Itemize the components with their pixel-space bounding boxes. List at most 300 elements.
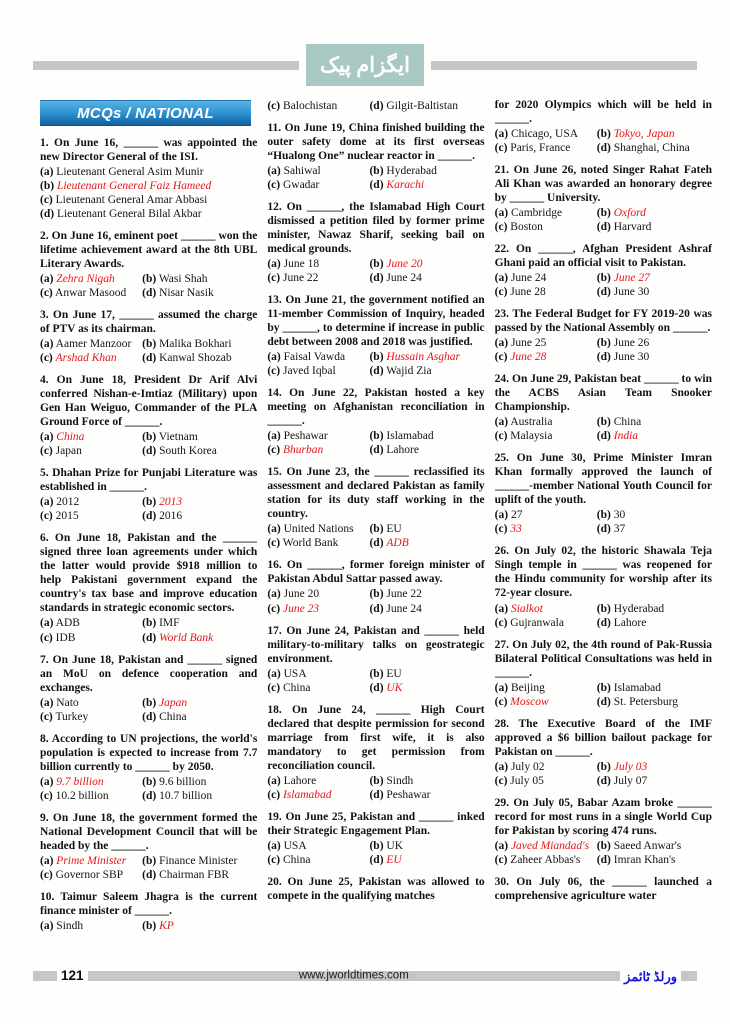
option xyxy=(369,364,484,378)
option xyxy=(267,774,369,788)
option-text: 33 xyxy=(510,523,522,536)
question-stem: 1. On June 16, ______ was appointed the new Director General of the ISI. xyxy=(40,137,258,164)
option xyxy=(267,429,369,443)
option-label: (b) xyxy=(369,165,384,178)
option-text: Harvard xyxy=(613,221,652,234)
option-text: Javed Miandad's xyxy=(510,839,590,852)
question-stem: 20. On June 25, Pakistan was allowed to compete in the qualifying matches xyxy=(267,875,485,902)
question-stem: 19. On June 25, Pakistan and ______ inked their Strategic Engagement Plan. xyxy=(267,810,485,837)
option xyxy=(597,681,712,695)
option xyxy=(495,127,597,141)
option-text: KP xyxy=(159,919,174,932)
option xyxy=(267,364,369,378)
option-label: (c) xyxy=(267,681,281,694)
question-block xyxy=(40,136,257,221)
option-text: Zaheer Abbas's xyxy=(510,853,581,866)
option-text: Moscow xyxy=(510,695,549,708)
question-block xyxy=(495,242,712,299)
option xyxy=(597,695,712,709)
banner-rule-right xyxy=(431,61,697,70)
question-block xyxy=(495,717,712,788)
option xyxy=(267,681,369,695)
question-stem: 9. On June 18, the government formed the National Development Council that will be headed by the ______. xyxy=(40,811,258,852)
question-block xyxy=(495,98,712,155)
option-text: June 24 xyxy=(386,272,422,285)
option-label: (d) xyxy=(369,179,384,192)
option-label: (c) xyxy=(494,695,508,708)
option-text: Cambridge xyxy=(510,207,563,220)
option-text: June 23 xyxy=(282,602,320,615)
option-answer xyxy=(142,919,257,933)
option-answer xyxy=(495,602,597,616)
option-label: (d) xyxy=(369,272,384,285)
option-answer xyxy=(369,536,484,550)
option-label: (b) xyxy=(142,696,157,709)
option xyxy=(142,509,257,523)
option-label: (d) xyxy=(596,616,611,629)
option-label: (a) xyxy=(494,839,509,852)
question-block xyxy=(267,558,484,615)
option xyxy=(369,667,484,681)
question-block xyxy=(267,121,484,192)
option-label: (b) xyxy=(369,774,384,787)
question-stem: 17. On June 24, Pakistan and ______ held military-to-military talks on geostrategic environment. xyxy=(267,624,485,665)
option-label: (a) xyxy=(40,496,54,509)
question-block xyxy=(40,890,257,933)
option xyxy=(40,165,257,179)
option-text: June 24 xyxy=(386,602,422,615)
option-text: Malaysia xyxy=(510,430,553,443)
option xyxy=(40,631,142,645)
question-block xyxy=(267,875,484,903)
column-3 xyxy=(495,98,712,964)
page-footer xyxy=(33,969,697,983)
option-label: (a) xyxy=(40,617,54,630)
option xyxy=(142,868,257,882)
option-text: Peshawar xyxy=(386,788,431,801)
option-text: June 30 xyxy=(613,351,650,364)
option-label: (a) xyxy=(494,337,509,350)
option-answer xyxy=(495,522,597,536)
option-text: Sindh xyxy=(56,919,84,932)
option-label: (a) xyxy=(494,272,509,285)
option xyxy=(597,285,712,299)
option-text: June 28 xyxy=(510,286,546,299)
option-label: (b) xyxy=(369,588,384,601)
option-label: (c) xyxy=(494,774,508,787)
option-label: (b) xyxy=(369,258,384,271)
option-text: Karachi xyxy=(386,179,425,192)
question-stem: 27. On July 02, the 4th round of Pak-Russia Bilateral Political Consultations was held in ______. xyxy=(494,638,712,679)
option xyxy=(597,774,712,788)
option-text: China xyxy=(282,681,311,694)
option-answer xyxy=(40,430,142,444)
option-text: 27 xyxy=(510,509,523,522)
question-stem: 5. Dhahan Prize for Punjabi Literature was established in ______. xyxy=(40,467,258,494)
option-text: Nisar Nasik xyxy=(159,287,214,300)
option-label: (b) xyxy=(142,617,157,630)
option-text: 37 xyxy=(613,523,626,536)
option-text: 2015 xyxy=(55,510,79,523)
question-stem: 26. On July 02, the historic Shawala Teja Singh temple in ______ was reopened for the Hindu community for worship after its 72-year closure. xyxy=(494,545,712,600)
option-text: EU xyxy=(386,523,402,536)
option-text: Lieutenant General Bilal Akbar xyxy=(56,208,202,221)
option-label: (b) xyxy=(596,416,611,429)
option xyxy=(40,495,142,509)
option xyxy=(142,272,257,286)
option-label: (a) xyxy=(267,430,281,443)
question-block xyxy=(495,796,712,867)
option-text: Chairman FBR xyxy=(159,868,230,881)
options-grid xyxy=(495,206,712,234)
option xyxy=(369,774,484,788)
option-label: (b) xyxy=(142,854,157,867)
option-text: USA xyxy=(283,839,307,852)
option-label: (d) xyxy=(596,430,611,443)
option-text: UK xyxy=(386,839,404,852)
section-header-label: MCQs / NATIONAL xyxy=(77,104,214,122)
option-label: (c) xyxy=(267,365,281,378)
option-label: (a) xyxy=(40,854,54,867)
option-label: (c) xyxy=(267,537,281,550)
option-label: (a) xyxy=(494,509,509,522)
option-label: (a) xyxy=(40,431,54,444)
option xyxy=(495,285,597,299)
question-stem: 11. On June 19, China finished building the outer safety dome at its first overseas “Hualong One” nuclear reactor in ______. xyxy=(267,122,485,163)
option-answer xyxy=(267,788,369,802)
option-text: June 22 xyxy=(282,272,319,285)
options-grid xyxy=(40,495,257,523)
option xyxy=(40,616,142,630)
question-block xyxy=(495,307,712,364)
option-label: (a) xyxy=(40,273,54,286)
option-label: (c) xyxy=(267,602,281,615)
options-grid xyxy=(267,164,484,192)
option xyxy=(597,336,712,350)
option xyxy=(40,193,257,207)
question-block xyxy=(495,638,712,709)
question-block xyxy=(40,466,257,523)
option-label: (d) xyxy=(596,221,611,234)
option-label: (d) xyxy=(596,142,611,155)
option xyxy=(369,522,484,536)
option-label: (c) xyxy=(494,286,508,299)
option-text: 2016 xyxy=(159,510,183,523)
question-block xyxy=(40,811,257,882)
option xyxy=(369,271,484,285)
option-label: (b) xyxy=(142,431,157,444)
option-answer xyxy=(495,695,597,709)
option-answer xyxy=(40,775,142,789)
option-label: (d) xyxy=(596,774,611,787)
option-text: IDB xyxy=(55,631,76,644)
option-label: (b) xyxy=(596,681,611,694)
option-text: 9.6 billion xyxy=(159,775,207,788)
options-continuation xyxy=(267,99,484,113)
option-text: India xyxy=(613,430,639,443)
option-label: (c) xyxy=(40,194,53,207)
option-answer xyxy=(142,495,257,509)
option-label: (b) xyxy=(142,496,157,509)
option-label: (d) xyxy=(142,789,157,802)
question-columns xyxy=(40,98,712,964)
option-label: (d) xyxy=(596,523,611,536)
option-label: (c) xyxy=(494,430,508,443)
question-stem: 16. On ______, former foreign minister of Pakistan Abdul Sattar passed away. xyxy=(267,559,485,586)
question-stem: 4. On June 18, President Dr Arif Alvi conferred Nishan-e-Imtiaz (Military) upon Gen Han Weiguo, Commander of the PLA Ground Force of ______. xyxy=(40,374,258,429)
option-text: Beijing xyxy=(510,681,545,694)
option xyxy=(369,443,484,457)
option-text: July 05 xyxy=(510,774,544,787)
option-label: (c) xyxy=(40,631,53,644)
option-answer xyxy=(495,350,597,364)
option xyxy=(495,853,597,867)
option-label: (d) xyxy=(369,853,384,866)
options-grid xyxy=(40,775,257,803)
option-label: (a) xyxy=(40,919,54,932)
options-grid xyxy=(495,681,712,709)
option xyxy=(495,415,597,429)
option-label: (b) xyxy=(369,523,384,536)
option-label: (d) xyxy=(142,710,157,723)
option xyxy=(142,616,257,630)
options-grid xyxy=(267,522,484,550)
option-label: (a) xyxy=(40,696,54,709)
option-text: Hyderabad xyxy=(613,602,665,615)
option-label: (c) xyxy=(40,789,53,802)
question-block xyxy=(495,875,712,903)
option xyxy=(267,178,369,192)
option-label: (d) xyxy=(369,100,384,112)
question-stem: 15. On June 23, the ______ reclassified its assessment and declared Pakistan as family station for its duty staff working in the country. xyxy=(267,466,485,521)
option-answer xyxy=(267,443,369,457)
option-label: (c) xyxy=(40,510,53,523)
option-label: (d) xyxy=(369,681,384,694)
option-label: (b) xyxy=(596,128,611,141)
option-text: 2012 xyxy=(56,496,80,509)
option xyxy=(495,681,597,695)
question-block xyxy=(495,163,712,234)
option-label: (b) xyxy=(596,839,611,852)
option-text: 10.7 billion xyxy=(159,789,213,802)
option xyxy=(267,587,369,601)
option-label: (d) xyxy=(596,286,611,299)
option-text: Paris, France xyxy=(510,142,571,155)
option xyxy=(495,429,597,443)
option-label: (d) xyxy=(369,788,384,801)
option-label: (d) xyxy=(369,444,384,457)
option-text: Bhurban xyxy=(282,444,324,457)
option-answer xyxy=(369,350,484,364)
option-label: (a) xyxy=(494,681,509,694)
option-text: June 25 xyxy=(510,337,547,350)
option-label: (c) xyxy=(267,179,281,192)
option-text: World Bank xyxy=(159,631,214,644)
option-label: (c) xyxy=(494,523,508,536)
option-label: (d) xyxy=(142,352,157,365)
option-label: (d) xyxy=(142,631,157,644)
option-answer xyxy=(142,696,257,710)
option-text: United Nations xyxy=(283,523,354,536)
option-text: Imran Khan's xyxy=(613,853,676,866)
question-block xyxy=(267,703,484,802)
question-stem: 12. On ______, the Islamabad High Court dismissed a petition filed by former prime minister, Nawaz Sharif, seeking bail on medical grounds. xyxy=(267,201,485,256)
question-block xyxy=(40,531,257,644)
option-answer xyxy=(40,272,142,286)
option-text: 2013 xyxy=(159,496,183,509)
option xyxy=(267,522,369,536)
option xyxy=(142,351,257,365)
option-label: (b) xyxy=(142,775,157,788)
options-grid xyxy=(495,508,712,536)
option-text: UK xyxy=(386,681,403,694)
option-label: (b) xyxy=(142,919,157,932)
option-text: Javed Iqbal xyxy=(282,365,336,378)
option xyxy=(142,775,257,789)
option xyxy=(267,99,369,113)
option xyxy=(597,853,712,867)
option xyxy=(40,919,142,933)
option-text: June 28 xyxy=(510,351,547,364)
option-text: Finance Minister xyxy=(159,854,238,867)
question-block xyxy=(40,653,257,724)
option-answer xyxy=(597,271,712,285)
option-text: South Korea xyxy=(159,445,217,458)
option-label: (d) xyxy=(369,537,384,550)
option xyxy=(267,667,369,681)
page-number: 121 xyxy=(61,968,84,984)
option-label: (d) xyxy=(369,602,384,615)
option-text: Sahiwal xyxy=(283,165,321,178)
options-grid xyxy=(495,336,712,364)
option xyxy=(495,336,597,350)
footer-rule-right xyxy=(681,971,697,981)
option-text: China xyxy=(56,431,85,444)
question-stem: 23. The Federal Budget for FY 2019-20 was passed by the National Assembly on ______. xyxy=(494,308,712,335)
website-url: www.jworldtimes.com xyxy=(298,969,409,982)
option-label: (a) xyxy=(267,588,281,601)
options-grid xyxy=(267,667,484,695)
option-label: (c) xyxy=(494,142,508,155)
option-text: Islamabad xyxy=(386,430,434,443)
option xyxy=(495,271,597,285)
option-text: Oxford xyxy=(613,207,646,220)
question-stem: 10. Taimur Saleem Jhagra is the current finance minister of ______. xyxy=(40,890,258,917)
options-grid xyxy=(40,430,257,458)
option-text: Wasi Shah xyxy=(158,273,208,286)
option-label: (b) xyxy=(369,351,384,364)
options-grid xyxy=(40,272,257,300)
option-label: (b) xyxy=(369,430,384,443)
option-text: Tokyo, Japan xyxy=(613,128,675,141)
option-text: Hussain Asghar xyxy=(386,351,460,364)
option xyxy=(267,853,369,867)
option-label: (c) xyxy=(494,221,508,234)
column-1 xyxy=(40,98,257,964)
option xyxy=(495,760,597,774)
question-block xyxy=(40,229,257,300)
option-label: (c) xyxy=(494,351,508,364)
option-label: (c) xyxy=(40,287,53,300)
options-grid xyxy=(40,616,257,644)
option-text: June 26 xyxy=(613,337,650,350)
option-label: (b) xyxy=(596,272,611,285)
question-block xyxy=(267,624,484,695)
option-text: Governor SBP xyxy=(55,868,124,881)
option-answer xyxy=(40,854,142,868)
question-block xyxy=(267,293,484,378)
option-text: Anwar Masood xyxy=(55,287,127,300)
option-answer xyxy=(369,853,484,867)
options-grid xyxy=(40,337,257,365)
options-grid xyxy=(267,99,484,113)
banner-rule-left xyxy=(33,61,299,70)
option-label: (c) xyxy=(494,853,508,866)
option-text: Gwadar xyxy=(282,179,320,192)
option-label: (a) xyxy=(267,839,281,852)
option-label: (d) xyxy=(596,853,611,866)
option xyxy=(369,602,484,616)
question-stem: 7. On June 18, Pakistan and ______ signed an MoU on defence cooperation and exchanges. xyxy=(40,653,258,694)
option-label: (c) xyxy=(267,853,281,866)
option xyxy=(267,257,369,271)
option-text: Gilgit-Baltistan xyxy=(386,100,458,112)
option-answer xyxy=(597,206,712,220)
options-grid xyxy=(40,854,257,882)
option-label: (a) xyxy=(494,760,509,773)
option xyxy=(142,710,257,724)
option-label: (b) xyxy=(369,839,384,852)
option-text: Sialkot xyxy=(510,602,543,615)
exam-pack-label: ایگزام پیک xyxy=(320,52,410,77)
option-text: Aamer Manzoor xyxy=(55,338,132,351)
option-label: (d) xyxy=(142,287,157,300)
option xyxy=(267,839,369,853)
option-label: (a) xyxy=(40,338,54,351)
option-text: USA xyxy=(283,667,307,680)
question-block xyxy=(40,373,257,458)
options-grid xyxy=(495,271,712,299)
question-block xyxy=(267,200,484,285)
option-text: Chicago, USA xyxy=(510,128,579,141)
option xyxy=(495,774,597,788)
question-stem: 8. According to UN projections, the world's population is expected to increase from 7.7 billion currently to ______ by 2050. xyxy=(40,732,258,773)
option-text: June 20 xyxy=(386,258,423,271)
option-text: Saeed Anwar's xyxy=(613,839,682,852)
question-block xyxy=(495,451,712,536)
question-stem: 2. On June 16, eminent poet ______ won the lifetime achievement award at the 8th UBL Literary Awards. xyxy=(40,230,258,271)
option-text: Japan xyxy=(55,445,82,458)
option xyxy=(597,839,712,853)
option-label: (b) xyxy=(142,273,157,286)
option-text: China xyxy=(159,710,187,723)
options-grid xyxy=(40,919,257,933)
option-label: (c) xyxy=(267,444,281,457)
option xyxy=(142,444,257,458)
question-stem: 14. On June 22, Pakistan hosted a key meeting on Afghanistan reconciliation in ______. xyxy=(267,387,485,428)
options-grid xyxy=(495,415,712,443)
option-label: (d) xyxy=(596,695,611,708)
question-stem: 3. On June 17, ______ assumed the charge of PTV as its chairman. xyxy=(40,309,258,336)
question-block xyxy=(495,544,712,629)
option xyxy=(369,788,484,802)
option-label: (d) xyxy=(142,510,157,523)
option xyxy=(40,789,142,803)
option xyxy=(40,696,142,710)
option xyxy=(597,522,712,536)
option xyxy=(495,616,597,630)
option-label: (d) xyxy=(142,445,157,458)
